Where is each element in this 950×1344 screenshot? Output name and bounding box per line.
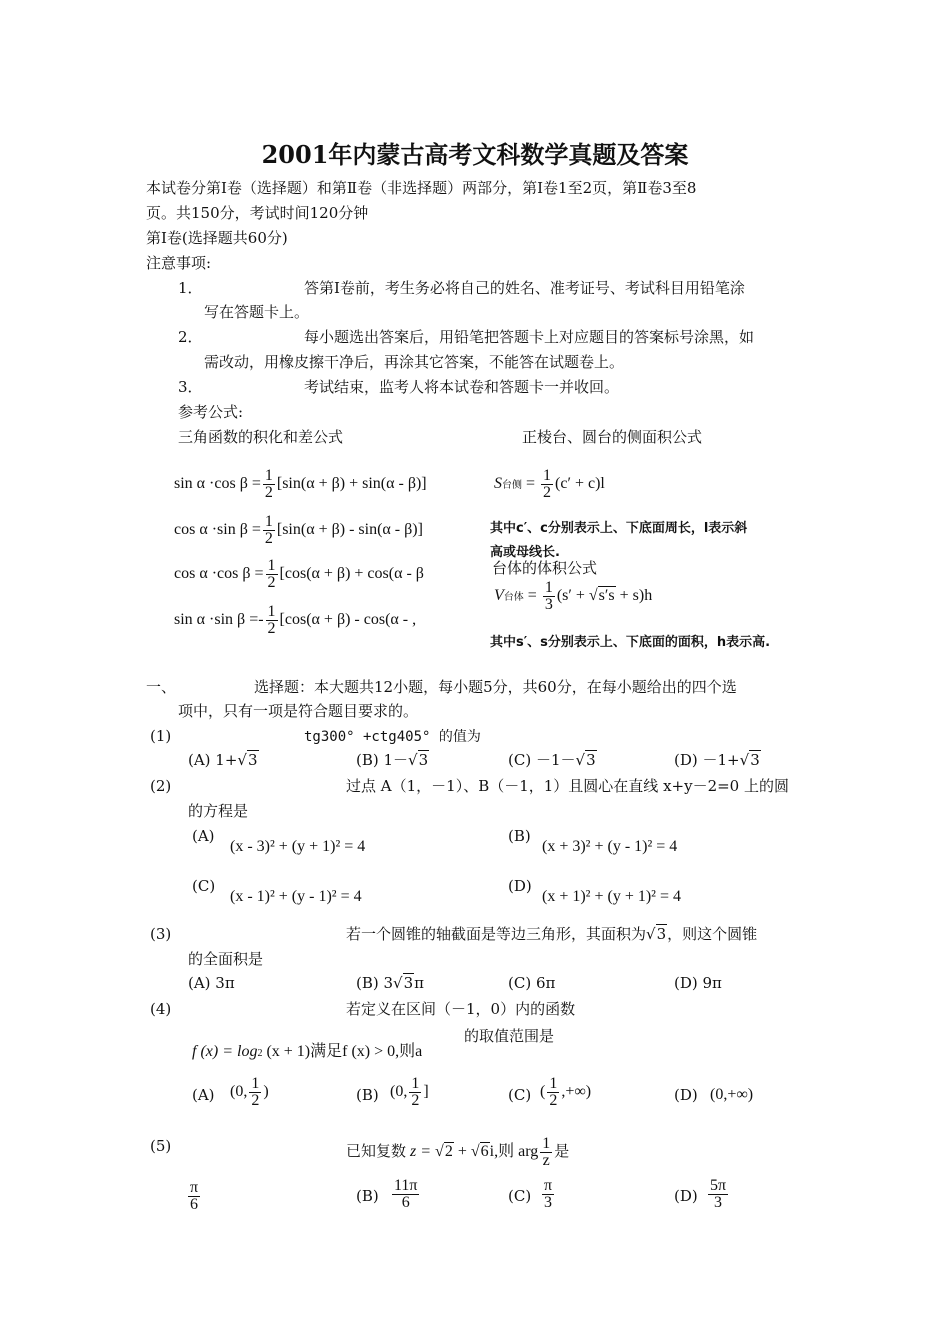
q1-option-b: (B) 1－√3 [356,751,429,769]
note-1-num: 1． [178,279,203,297]
q4-c-label: (C) [508,1086,532,1104]
q2-a-label: (A) [192,827,215,845]
trig-formula-4: sin α ·sin β =- $\frac{1}{2}$ [cos(α + β) - cos(α - , [174,603,417,637]
side-area-note-2: 高或母线长. [490,545,560,560]
q4-b-label: (B) [356,1086,379,1104]
q3-option-c: (C) 6π [508,974,556,992]
page-title: 2001年内蒙古高考文科数学真题及答案 [261,140,689,169]
volume-heading: 台体的体积公式 [492,559,598,577]
section-1-line1: 选择题：本大题共12小题，每小题5分，共60分，在每小题给出的四个选 [254,678,737,696]
side-area-note-1: 其中c′、c分别表示上、下底面周长，l表示斜 [490,521,748,536]
trig-formula-3: cos α ·cos β = $\frac{1}{2}$ [cos(α + β) + cos(α - β [174,557,424,591]
q4-stem-2: f (x) = log2 (x + 1)满足f (x) > 0,则a [192,1043,423,1060]
q2-c-label: (C) [192,877,216,895]
q2-num: (2) [150,777,172,795]
q1-option-a: (A) 1+√3 [188,751,258,769]
note-1-line1: 答第Ⅰ卷前，考生务必将自己的姓名、准考证号、考试科目用铅笔涂 [304,279,745,297]
trig-formula-1: sin α ·cos β = $\frac{1}{2}$ [sin(α + β) + sin(α - β)] [174,467,427,501]
q2-stem-1: 过点 A（1，－1）、B（－1，1）且圆心在直线 x+y－2=0 上的圆 [346,777,789,795]
q5-b-label: (B) [356,1187,379,1205]
q2-option-d: (x + 1)² + (y + 1)² = 4 [542,888,681,905]
q4-option-a: (0, $\frac{1}{2}$ ) [230,1075,269,1109]
q5-option-a: $\frac{\pi}{6}$ [190,1179,199,1213]
volume-note: 其中s′、s分别表示上、下底面的面积，h表示高. [490,635,771,650]
formulas-heading: 参考公式: [178,403,244,421]
notes-heading: 注意事项: [146,254,212,272]
q5-c-label: (C) [508,1187,532,1205]
q5-stem: 已知复数 z = √2 + √6i,则 arg $\frac{1}{z}$ 是 [346,1135,570,1169]
q3-stem-2: 的全面积是 [188,950,264,968]
q1-stem: tg300° +ctg405° 的值为 [304,729,481,745]
q4-option-d: (0,+∞) [710,1086,754,1103]
q4-option-c: ( $\frac{1}{2}$ ,+∞) [540,1075,592,1109]
q2-stem-2: 的方程是 [188,802,249,820]
part1-heading: 第Ⅰ卷(选择题共60分) [146,229,288,247]
q3-option-a: (A) 3π [188,974,235,992]
q2-option-a: (x - 3)² + (y + 1)² = 4 [230,838,366,855]
q5-option-b: $\frac{11\pi}{6}$ [394,1177,418,1211]
note-2-num: 2． [178,328,203,346]
q4-d-label: (D) [674,1086,698,1104]
note-2-line2: 需改动，用橡皮擦干净后，再涂其它答案，不能答在试题卷上。 [204,353,625,371]
q1-num: (1) [150,727,172,745]
q5-option-d: $\frac{5\pi}{3}$ [710,1177,727,1211]
section-1-line2: 项中，只有一项是符合题目要求的。 [178,702,419,720]
q2-b-label: (B) [508,827,531,845]
q1-option-c: (C) －1－√3 [508,751,596,769]
note-3-line1: 考试结束，监考人将本试卷和答题卡一并收回。 [304,378,620,396]
frustum-heading: 正棱台、圆台的侧面积公式 [522,428,703,446]
q4-option-b: (0, $\frac{1}{2}$ ] [390,1075,429,1109]
q2-option-b: (x + 3)² + (y - 1)² = 4 [542,838,678,855]
volume-formula: V台体 = $\frac{1}{3}$ (s′ + √s′s + s)h [494,579,653,613]
q3-num: (3) [150,925,172,943]
q3-option-b: (B) 3√3π [356,974,425,992]
q4-num: (4) [150,1000,172,1018]
q2-option-c: (x - 1)² + (y - 1)² = 4 [230,888,362,905]
q5-num: (5) [150,1137,172,1155]
q4-a-label: (A) [192,1086,215,1104]
note-3-num: 3． [178,378,203,396]
trig-heading: 三角函数的积化和差公式 [178,428,344,446]
q4-stem-1: 若定义在区间（－1，0）内的函数 [346,1000,576,1018]
intro-line-1: 本试卷分第Ⅰ卷（选择题）和第Ⅱ卷（非选择题）两部分，第Ⅰ卷1至2页，第Ⅱ卷3至8 [146,179,697,197]
intro-line-2: 页。共150分，考试时间120分钟 [146,204,369,222]
q2-d-label: (D) [508,877,532,895]
q3-stem-1: 若一个圆锥的轴截面是等边三角形，其面积为√3，则这个圆锥 [346,925,758,943]
q5-option-c: $\frac{\pi}{3}$ [544,1177,553,1211]
note-2-line1: 每小题选出答案后，用铅笔把答题卡上对应题目的答案标号涂黑，如 [304,328,755,346]
section-1-num: 一、 [146,678,177,696]
q3-option-d: (D) 9π [674,974,722,992]
trig-formula-2: cos α ·sin β = $\frac{1}{2}$ [sin(α + β) - sin(α - β)] [174,513,423,547]
q4-stem-3: 的取值范围是 [464,1027,555,1045]
side-area-formula: S台侧 = $\frac{1}{2}$ (c′ + c)l [494,467,605,501]
q1-option-d: (D) －1+√3 [674,751,760,769]
note-1-line2: 写在答题卡上。 [204,303,310,321]
q5-d-label: (D) [674,1187,698,1205]
